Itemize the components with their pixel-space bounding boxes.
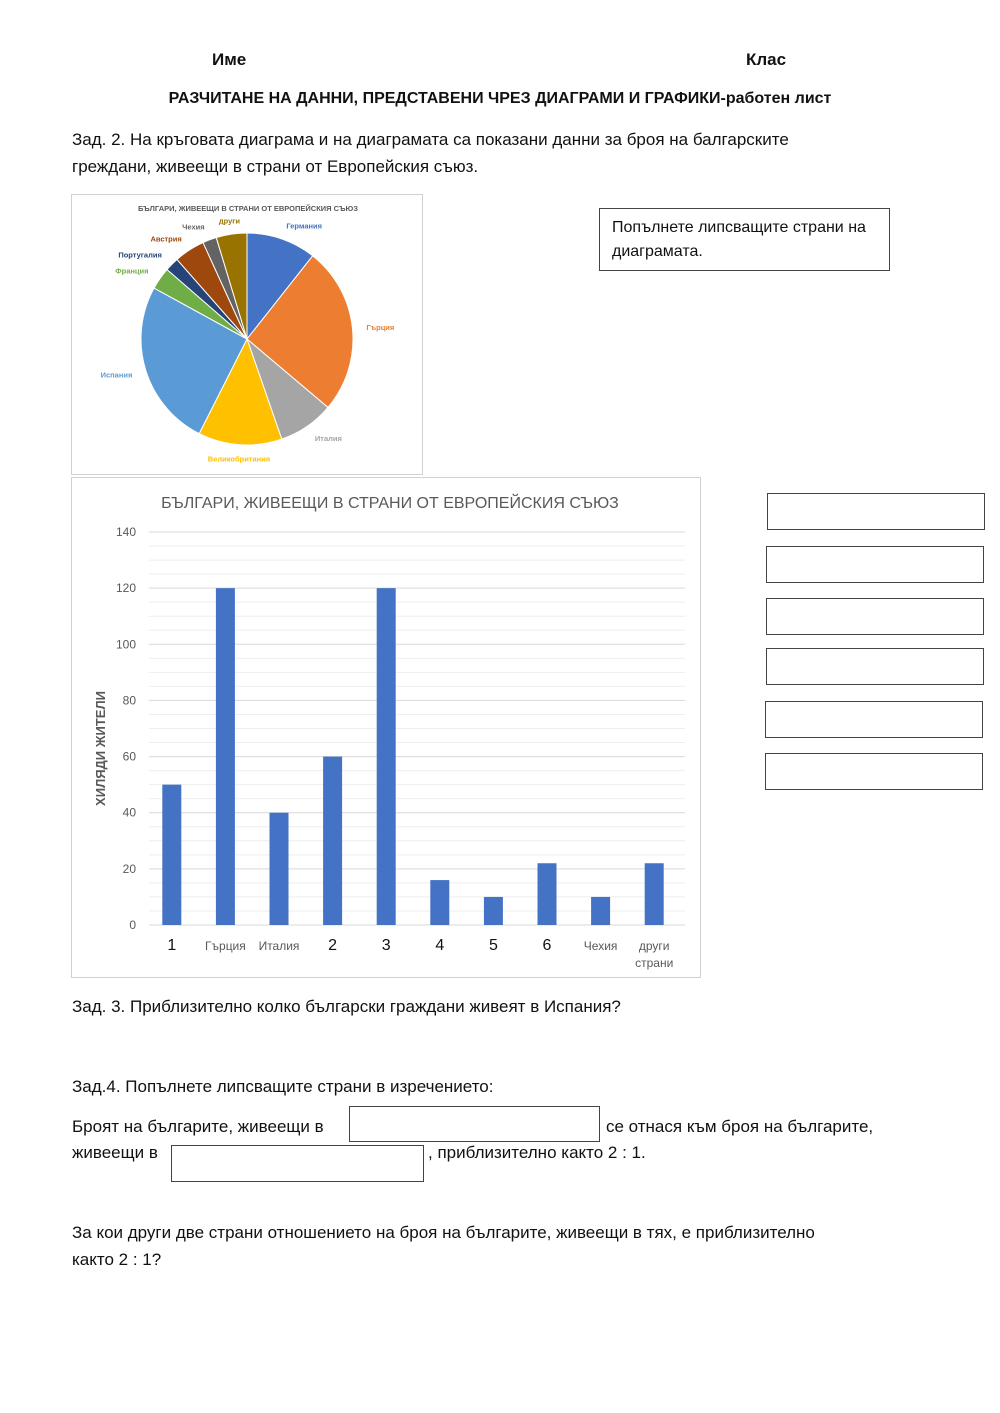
- task4-input-1[interactable]: [349, 1106, 600, 1142]
- pie-label-6: Франция: [115, 266, 149, 276]
- bar-6: [430, 880, 449, 925]
- task4-part4: , приблизително както 2 : 1.: [428, 1143, 646, 1162]
- task3-text: Зад. 3. Приблизително колко български граждани живеят в Испания?: [72, 997, 621, 1016]
- answer-box-1[interactable]: [767, 493, 985, 530]
- task4-part1: Броят на българите, живеещи в: [72, 1117, 324, 1136]
- y-tick-label: 20: [122, 861, 136, 876]
- bar-2: [216, 588, 235, 925]
- pie-label-7: Португалия: [118, 250, 162, 260]
- bar-chart: [72, 478, 702, 979]
- answer-box-3[interactable]: [766, 598, 984, 635]
- bar-title: БЪЛГАРИ, ЖИВЕЕЩИ В СТРАНИ ОТ ЕВРОПЕЙСКИЯ СЪЮЗ: [161, 495, 619, 512]
- name-label: Име: [212, 50, 247, 69]
- task2-line1: Зад. 2. На кръговата диаграма и на диаграмата са показани данни за броя на балгарските: [72, 130, 789, 149]
- pie-label-8: Австрия: [150, 234, 182, 244]
- x-tick-label: 6: [542, 937, 552, 954]
- x-tick-label: страни: [635, 956, 674, 970]
- task4-title: Зад.4. Попълнете липсващите страни в изречението:: [72, 1077, 494, 1096]
- x-tick-label: Италия: [258, 939, 300, 953]
- task4-question-line1: За кои други две страни отношението на броя на българите, живеещи в тях, е приблизително: [72, 1223, 815, 1242]
- pie-label-10: други: [218, 216, 240, 226]
- task4-part2: се отнася към броя на българите,: [606, 1117, 874, 1136]
- instruction-box: [599, 208, 890, 271]
- y-tick-label: 60: [122, 749, 136, 764]
- x-tick-label: 2: [328, 937, 338, 954]
- y-tick-label: 140: [115, 525, 136, 539]
- pie-label-9: Чехия: [182, 222, 205, 232]
- task2-text: [72, 126, 952, 180]
- task4-input-2[interactable]: [171, 1145, 424, 1182]
- y-tick-label: 0: [129, 918, 136, 932]
- bar-7: [484, 897, 503, 925]
- bar-1: [162, 785, 181, 925]
- class-label: Клас: [746, 50, 787, 69]
- pie-label-3: Италия: [314, 433, 342, 443]
- pie-label-2: Гърция: [366, 322, 395, 332]
- task4-question: [72, 1219, 972, 1273]
- bar-5: [377, 588, 396, 925]
- bar-chart-frame: [71, 477, 701, 978]
- task4-question-line2: както 2 : 1?: [72, 1250, 162, 1269]
- x-tick-label: 4: [435, 937, 445, 954]
- x-tick-label: други: [638, 939, 670, 953]
- x-tick-label: Гърция: [205, 939, 246, 953]
- bar-8: [538, 863, 557, 925]
- answer-box-6[interactable]: [765, 753, 983, 790]
- pie-label-5: Испания: [100, 370, 133, 380]
- x-tick-label: 3: [381, 937, 391, 954]
- task2-line2: греждани, живеещи в страни от Европейския съюз.: [72, 157, 479, 176]
- answer-box-5[interactable]: [765, 701, 983, 738]
- task4-part3: живеещи в: [72, 1143, 158, 1162]
- bar-3: [270, 813, 289, 925]
- bar-4: [323, 757, 342, 925]
- pie-title: БЪЛГАРИ, ЖИВЕЕЩИ В СТРАНИ ОТ ЕВРОПЕЙСКИЯ СЪЮЗ: [138, 204, 358, 213]
- x-tick-label: 1: [167, 937, 177, 954]
- y-tick-label: 120: [115, 581, 136, 596]
- y-tick-label: 80: [122, 693, 136, 708]
- instruction-line1: Попълнете липсващите страни на: [612, 219, 866, 236]
- pie-label-4: Великобритания: [207, 454, 271, 464]
- y-tick-label: 40: [122, 805, 136, 820]
- y-tick-label: 100: [115, 637, 136, 652]
- pie-label-1: Германия: [286, 221, 323, 231]
- instruction-line2: диаграмата.: [612, 243, 703, 260]
- pie-chart: [72, 195, 424, 476]
- bar-9: [591, 897, 610, 925]
- y-axis-label: ХИЛЯДИ ЖИТЕЛИ: [93, 691, 108, 806]
- page-title: РАЗЧИТАНЕ НА ДАННИ, ПРЕДСТАВЕНИ ЧРЕЗ ДИАГРАМИ И ГРАФИКИ-работен лист: [168, 90, 832, 107]
- x-tick-label: Чехия: [583, 939, 618, 953]
- answer-box-4[interactable]: [766, 648, 984, 685]
- x-tick-label: 5: [488, 937, 498, 954]
- pie-chart-frame: [71, 194, 423, 475]
- bar-10: [645, 863, 664, 925]
- answer-box-2[interactable]: [766, 546, 984, 583]
